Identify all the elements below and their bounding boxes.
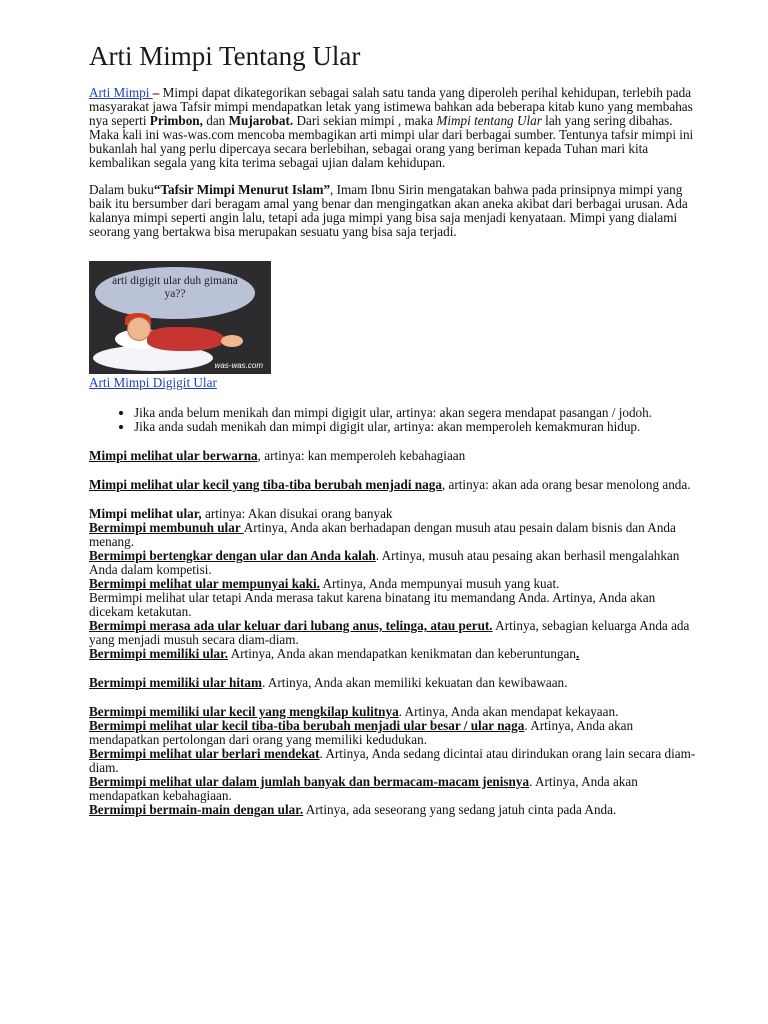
sleeping-body [147, 327, 225, 351]
document-page [89, 40, 701, 817]
image-watermark: was-was.com [214, 361, 263, 370]
sleeping-head [127, 317, 151, 341]
image-caption-link[interactable]: Arti Mimpi Digigit Ular [89, 375, 217, 390]
list-item: • Jika anda sudah menikah dan mimpi digigit ular, artinya: akan memperoleh kemakmuran hidup. [134, 420, 701, 434]
dream-entry: Bermimpi melihat ular mempunyai kaki. Artinya, Anda mempunyai musuh yang kuat. [89, 576, 560, 591]
dream-illustration [89, 261, 271, 374]
list-item: • Jika anda belum menikah dan mimpi digigit ular, artinya: akan segera mendapat pasangan / jodoh. [134, 406, 701, 420]
dream-entry: Mimpi melihat ular kecil yang tiba-tiba berubah menjadi naga, artinya: akan ada orang besar menolong anda. [89, 477, 691, 492]
dream-entry: Mimpi melihat ular berwarna, artinya: kan memperoleh kebahagiaan [89, 448, 466, 463]
intro-paragraph: Arti Mimpi – Mimpi dapat dikategorikan sebagai salah satu tanda yang diperoleh perihal kehidupan, terlebih pada masyarakat jawa Tafsir mimpi mendapatkan letak yang istimewa bahkan ada beberapa kitab kuno yang membahas nya seperti Primbon, dan Mujarobat. Dari sekian mimpi , maka Mimpi tentang Ular lah yang sering dibahas. Maka kali ini was-was.com mencoba membagikan arti mimpi ular dari berbagai sumber. Tentunya tafsir mimpi ini bukanlah hal yang perlu dipercaya secara berlebihan, sebagai orang yang beriman kepada Tuhan mari kita kembalikan segala yang kita terima sebagai ujian dalam kehidupan. [89, 85, 694, 170]
dream-entry: Bermimpi melihat ular berlari mendekat. Artinya, Anda sedang dicintai atau dirindukan orang lain secara diam-diam. [89, 746, 696, 775]
dream-entry: Bermimpi memiliki ular. Artinya, Anda akan mendapatkan kenikmatan dan keberuntungan. [89, 646, 580, 661]
bubble-text: arti digigit ular duh gimana ya?? [112, 275, 238, 300]
arti-mimpi-link[interactable]: Arti Mimpi [89, 85, 153, 100]
dream-entry: Bermimpi melihat ular dalam jumlah banyak dan bermacam-macam jenisnya. Artinya, Anda akan mendapatkan kebahagiaan. [89, 774, 638, 803]
tafsir-paragraph: Dalam buku“Tafsir Mimpi Menurut Islam”, Imam Ibnu Sirin mengatakan bahwa pada prinsipnya mimpi yang baik itu bersumber dari beragam amal yang benar dan mengingatkan akan aneka akibat dari berbagai urusan. Ada kalanya mimpi seperti angin lalu, tetapi ada juga mimpi yang bisa saja menjadi kenyataan. Mimpi yang dialami seorang yang bertakwa bisa merupakan sesuatu yang bisa saja terjadi. [89, 182, 688, 239]
feet-shape [221, 335, 243, 347]
dream-entry: Bermimpi melihat ular kecil tiba-tiba berubah menjadi ular besar / ular naga. Artinya, Anda akan mendapatkan pertolongan dari orang yang memiliki kedudukan. [89, 718, 634, 747]
dream-entry: Bermimpi bermain-main dengan ular. Artinya, ada seseorang yang sedang jatuh cinta pada Anda. [89, 802, 617, 817]
dream-entry: Bermimpi bertengkar dengan ular dan Anda kalah. Artinya, musuh atau pesaing akan berhasil mengalahkan Anda dalam kompetisi. [89, 548, 680, 577]
dream-entry: Bermimpi memiliki ular hitam. Artinya, Anda akan memiliki kekuatan dan kewibawaan. [89, 675, 568, 690]
page-title: Arti Mimpi Tentang Ular [89, 41, 361, 71]
bullet-list [89, 406, 701, 434]
dream-entry: Bermimpi memiliki ular kecil yang mengkilap kulitnya. Artinya, Anda akan mendapat kekayaan. [89, 704, 619, 719]
dream-entry: Bermimpi membunuh ular Artinya, Anda akan berhadapan dengan musuh atau pesain dalam bisnis dan Anda menang. [89, 520, 676, 549]
dream-entry: Bermimpi melihat ular tetapi Anda merasa takut karena binatang itu memandang Anda. Artinya, Anda akan dicekam ketakutan. [89, 590, 656, 619]
dream-entry: Mimpi melihat ular, artinya: Akan disukai orang banyak [89, 506, 393, 521]
dream-entry: Bermimpi merasa ada ular keluar dari lubang anus, telinga, atau perut. Artinya, sebagian keluarga Anda ada yang menjadi musuh secara diam-diam. [89, 618, 690, 647]
